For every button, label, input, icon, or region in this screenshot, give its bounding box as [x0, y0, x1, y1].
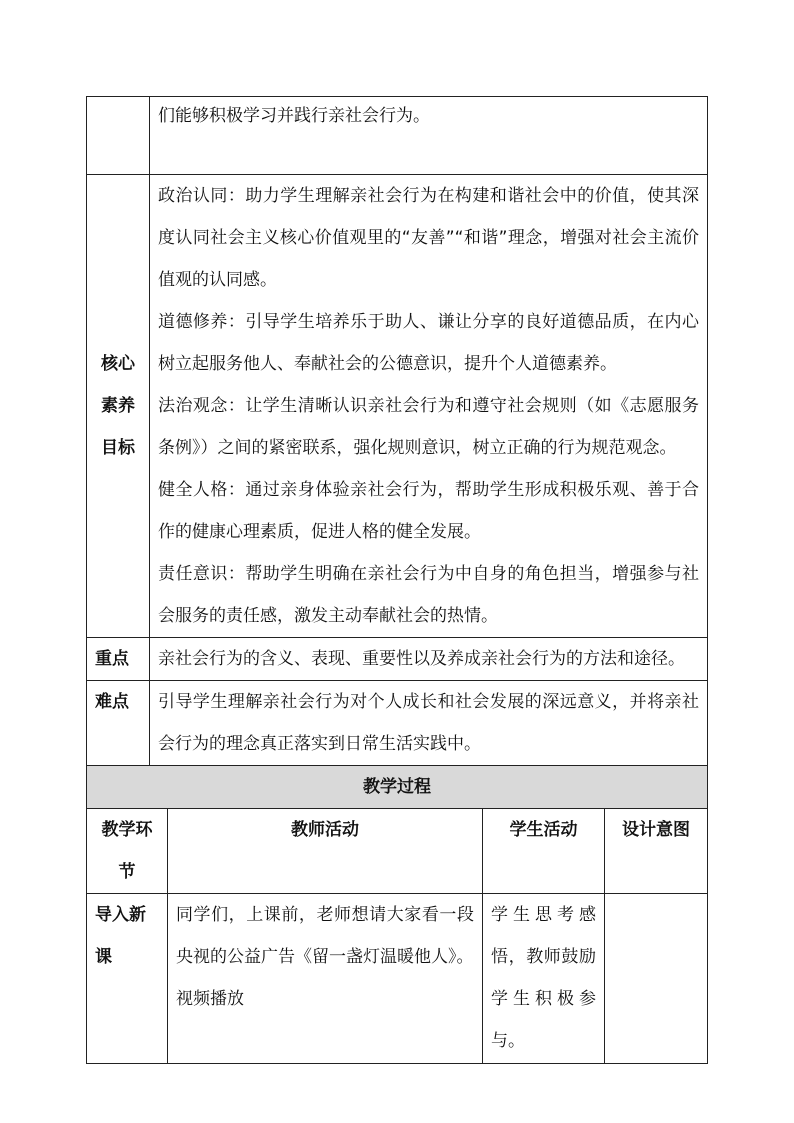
core-goals-content — [150, 175, 708, 638]
key-point-text: 亲社会行为的含义、表现、重要性以及养成亲社会行为的方法和途径。 — [150, 638, 708, 681]
core-goals-row — [87, 175, 708, 638]
teacher-activity-text: 同学们，上课前，老师想请大家看一段央视的公益广告《留一盏灯温暖他人》。 — [176, 905, 474, 967]
intro-continuation-text: 们能够积极学习并践行亲社会行为。 — [150, 97, 708, 175]
goal-paragraph-personality: 健全人格：通过亲身体验亲社会行为，帮助学生形成积极乐观、善于合作的健康心理素质，促进人格的健全发展。 — [158, 480, 699, 542]
process-title-row — [87, 766, 708, 809]
goal-paragraph-law: 法治观念：让学生清晰认识亲社会行为和遵守社会规则（如《志愿服务条例》）之间的紧密联系，强化规则意识，树立正确的行为规范观念。 — [158, 396, 699, 458]
core-goals-label — [87, 175, 150, 638]
core-goals-label-line: 核心 — [101, 354, 135, 374]
core-goals-label-line: 目标 — [101, 438, 135, 458]
student-activity-cell: 学生思考感悟，教师鼓励学生积极参与。 — [483, 894, 605, 1064]
process-row — [87, 894, 708, 1064]
key-point-row — [87, 638, 708, 681]
intro-continuation-row — [87, 97, 708, 175]
design-intent-cell — [605, 894, 708, 1064]
empty-label-cell — [87, 97, 150, 175]
goal-paragraph-moral: 道德修养：引导学生培养乐于助人、谦让分享的良好道德品质，在内心树立起服务他人、奉献社会的公德意识，提升个人道德素养。 — [158, 312, 699, 374]
goal-paragraph-political: 政治认同：助力学生理解亲社会行为在构建和谐社会中的价值，使其深度认同社会主义核心价值观里的“友善”“和谐”理念，增强对社会主流价值观的认同感。 — [158, 186, 699, 290]
process-title: 教学过程 — [87, 766, 708, 809]
lesson-plan-table — [86, 96, 708, 1064]
teacher-activity-cell — [168, 894, 483, 1064]
header-stage: 教学环节 — [87, 809, 168, 894]
teacher-activity-text: 视频播放 — [176, 989, 244, 1009]
difficulty-text: 引导学生理解亲社会行为对个人成长和社会发展的深远意义，并将亲社会行为的理念真正落实到日常生活实践中。 — [150, 681, 708, 766]
goal-paragraph-responsibility: 责任意识：帮助学生明确在亲社会行为中自身的角色担当，增强参与社会服务的责任感，激发主动奉献社会的热情。 — [158, 564, 699, 626]
core-goals-label-line: 素养 — [101, 396, 135, 416]
header-student: 学生活动 — [483, 809, 605, 894]
process-header-row — [87, 809, 708, 894]
difficulty-row — [87, 681, 708, 766]
key-point-label: 重点 — [87, 638, 150, 681]
header-intent: 设计意图 — [605, 809, 708, 894]
difficulty-label: 难点 — [87, 681, 150, 766]
header-teacher: 教师活动 — [168, 809, 483, 894]
stage-cell: 导入新课 — [87, 894, 168, 1064]
